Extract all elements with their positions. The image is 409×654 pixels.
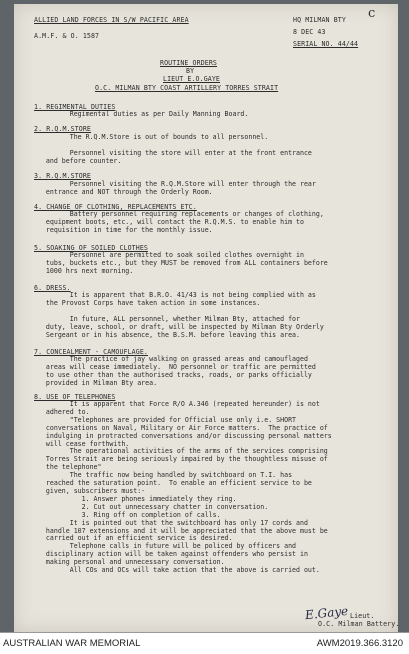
footer-accession-number: AWM2019.366.3120 bbox=[316, 638, 403, 649]
section-4-body: Battery personnel requiring replacements or changes of clothing, equipment boots, etc., will contact the R.Q.M.S. to enable him to requisition in time for the monthly issue. bbox=[45, 210, 324, 234]
title-line3: LIEUT E.O.GAYE bbox=[163, 75, 220, 83]
header-right-line3: SERIAL NO. 44/44 bbox=[293, 40, 359, 48]
section-3-heading: 3. R.Q.M.STORE bbox=[34, 172, 91, 180]
footer-credit: AUSTRALIAN WAR MEMORIAL bbox=[3, 638, 141, 649]
section-2-body: The R.Q.M.Store is out of bounds to all personnel. Personnel visiting the store will enter at the front entrance and before counter. bbox=[45, 133, 312, 165]
section-7-body: The practice of jay walking on grassed areas and camouflaged areas will cease immediately. NO personnel or traffic are permitted to use other than the authorised tracks, roads, or parks officially provided in Milman Bty area. bbox=[45, 355, 316, 387]
section-7-heading: 7. CONCEALMENT - CAMOUFLAGE. bbox=[34, 348, 148, 356]
section-3-body: Personnel visiting the R.Q.M.Store will enter through the rear entrance and NOT through the Orderly Room. bbox=[45, 180, 316, 196]
section-4-heading: 4. CHANGE OF CLOTHING, REPLACEMENTS ETC. bbox=[34, 203, 197, 211]
signature-rank: Lieut. bbox=[350, 612, 375, 620]
section-8-heading: 8. USE OF TELEPHONES bbox=[34, 393, 116, 401]
section-6-heading: 6. DRESS. bbox=[34, 284, 71, 292]
signature-role: O.C. Milman Battery. bbox=[318, 620, 400, 628]
header-left-line1: ALLIED LAND FORCES IN S/W PACIFIC AREA bbox=[34, 16, 189, 24]
header-left-line2: A.M.F. & O. 1587 bbox=[34, 32, 100, 40]
corner-mark: c bbox=[368, 6, 376, 21]
section-8-body: It is apparent that Force R/O A.346 (repeated hereunder) is not adhered to. "Telephones are provided for Official use only i.e. SHORT conversations on Naval, Military or Air Force matters. The practice of indulging in protracted conversations and/or discussing personal matters will cease forthwith. The operational activities of the arms of the services comprising Torres Strait are being seriously impaired by the thoughtless misuse of the telephone" The traffic now being handled by switchboard on T.I. has reached the saturation point. To enable an efficient service to be given, subscribers must:- 1. Answer phones immediately they ring. 2. Cut out unnecessary chatter in conversation. 3. Ring off on completion of calls. It is pointed out that the switchboard has only 17 cords and handle 107 extensions and it will be appreciated that the above must be carried out if an efficient service is desired. Telephone calls in future will be policed by officers and disciplinary action will be taken against offenders who persist in making personal and unnecessary conversation. All COs and OCs will take action that the above is carried out. bbox=[45, 400, 332, 575]
title-line2: BY bbox=[186, 67, 195, 75]
title-line4: O.C. MILMAN BTY COAST ARTILLERY TORRES STRAIT bbox=[95, 84, 279, 92]
header-right-line1: HQ MILMAN BTY bbox=[293, 16, 346, 24]
section-1-heading: 1. REGIMENTAL DUTIES bbox=[34, 103, 116, 111]
section-6-body: It is apparent that B.R.O. 41/43 is not being complied with as the Provost Corps have taken action in some instances. In future, ALL personnel, whether Milman Bty, attached for duty, leave, school, or draft, will be inspected by Milman Bty Orderly Sergeant or in his absence, the B.S.M. before leaving this area. bbox=[45, 291, 324, 339]
section-1-body: Regimental duties as per Daily Manning Board. bbox=[34, 110, 249, 118]
header-right-line2: 8 DEC 43 bbox=[293, 28, 326, 36]
section-5-heading: 5. SOAKING OF SOILED CLOTHES bbox=[34, 244, 148, 252]
footer-bar bbox=[0, 632, 409, 654]
handwritten-signature: E.Gaye bbox=[304, 603, 349, 623]
title-line1: ROUTINE ORDERS bbox=[160, 59, 217, 67]
section-2-heading: 2. R.Q.M.STORE bbox=[34, 125, 91, 133]
section-5-body: Personnel are permitted to soak soiled clothes overnight in tubs, buckets etc., but they MUST be removed from ALL containers before 1000 hrs next morning. bbox=[45, 251, 328, 275]
